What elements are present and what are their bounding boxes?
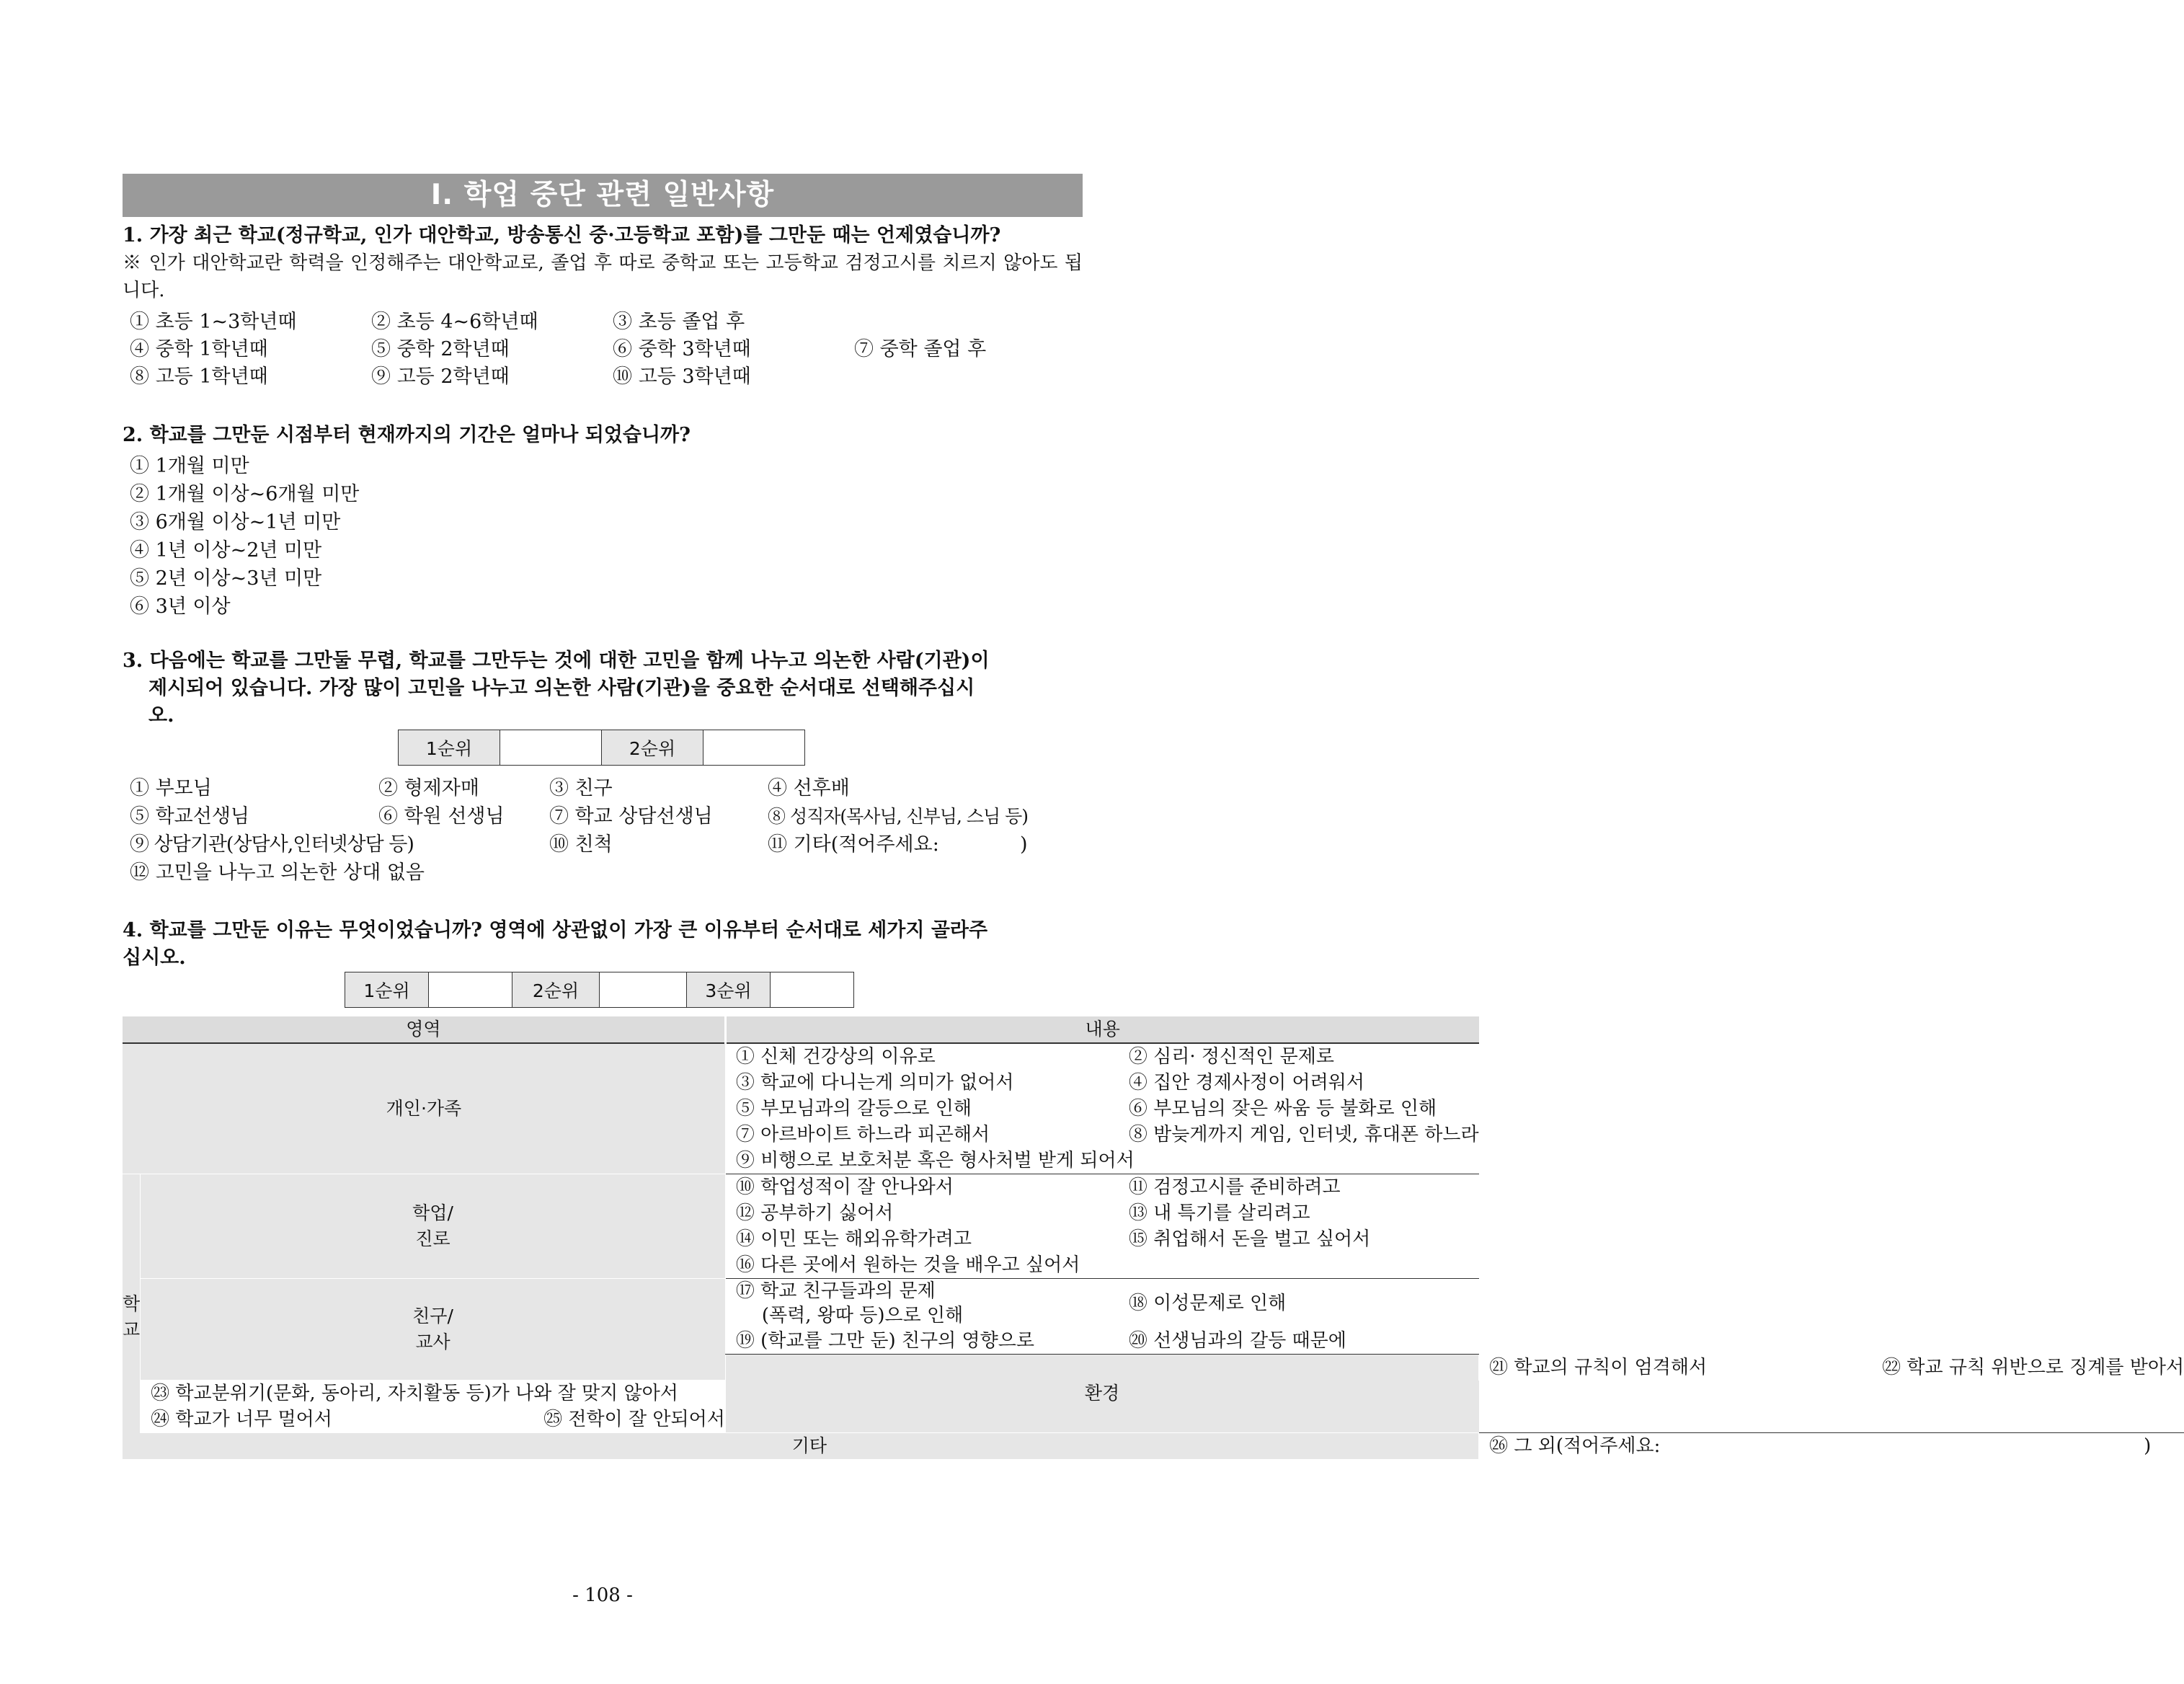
q3-rank-table [398, 730, 805, 766]
q1-option-2[interactable]: ② 초등 4~6학년때 [371, 311, 538, 333]
area-study-line2: 진로 [415, 1228, 450, 1249]
q3-rank2-label: 2순위 [602, 730, 703, 766]
reason-table [123, 1016, 2184, 1459]
q3-option-9[interactable]: ⑨ 상담기관(상담사,인터넷상담 등) [130, 833, 414, 856]
question-1 [123, 222, 1083, 304]
reason-9[interactable]: ⑨ 비행으로 보호처분 혹은 형사처벌 받게 되어서 [735, 1150, 1135, 1171]
question-3-title-line1: 3. 다음에는 학교를 그만둘 무렵, 학교를 그만두는 것에 대한 고민을 함께 나누고 의논한 사람(기관)이 [123, 650, 990, 672]
q3-rank1-label: 1순위 [399, 730, 500, 766]
q1-option-5[interactable]: ⑤ 중학 2학년때 [371, 338, 510, 360]
area-personal: 개인·가족 [123, 1043, 725, 1174]
area-study [141, 1174, 726, 1279]
reason-22[interactable]: ㉒ 학교 규칙 위반으로 징계를 받아서 [1882, 1356, 2184, 1378]
reason-15[interactable]: ⑮ 취업해서 돈을 벌고 싶어서 [1128, 1228, 1371, 1250]
reason-20[interactable]: ⑳ 선생님과의 갈등 때문에 [1128, 1330, 1346, 1352]
q3-option-6[interactable]: ⑥ 학원 선생님 [378, 805, 505, 828]
question-4 [123, 917, 1083, 972]
question-3-title-line3: 오. [148, 704, 174, 727]
reason-26[interactable]: ㉖ 그 외(적어주세요: [1489, 1435, 1661, 1457]
question-3 [123, 647, 1083, 730]
reason-2[interactable]: ② 심리· 정신적인 문제로 [1128, 1046, 1334, 1068]
q4-rank3-label: 3순위 [687, 972, 771, 1008]
area-environment: 환경 [725, 1355, 1478, 1433]
reason-17[interactable]: ⑰ 학교 친구들과의 문제 [735, 1280, 936, 1302]
question-4-title-line2: 십시오. [123, 947, 186, 969]
reason-21[interactable]: ㉑ 학교의 규칙이 엄격해서 [1489, 1356, 1708, 1378]
area-other: 기타 [141, 1433, 1479, 1460]
reason-4[interactable]: ④ 집안 경제사정이 어려워서 [1128, 1072, 1364, 1094]
q2-option-3[interactable]: ③ 6개월 이상~1년 미만 [130, 511, 341, 533]
area-friend-line1: 친구/ [412, 1306, 453, 1326]
q3-rank1-input[interactable] [500, 730, 602, 766]
reason-3[interactable]: ③ 학교에 다니는게 의미가 없어서 [735, 1072, 1014, 1094]
q3-option-4[interactable]: ④ 선후배 [768, 777, 850, 799]
question-1-note: ※ 인가 대안학교란 학력을 인정해주는 대안학교로, 졸업 후 따로 중학교 또는 고등학교 검정고시를 치르지 않아도 됩니다. [123, 252, 1083, 301]
q2-option-4[interactable]: ④ 1년 이상~2년 미만 [130, 539, 322, 562]
reason-5[interactable]: ⑤ 부모님과의 갈등으로 인해 [735, 1098, 972, 1120]
q1-option-3[interactable]: ③ 초등 졸업 후 [613, 311, 745, 333]
area-school: 학교 [123, 1174, 141, 1460]
q4-rank-table [345, 972, 854, 1008]
q3-option-5[interactable]: ⑤ 학교선생님 [130, 805, 249, 828]
q4-rank1-input[interactable] [429, 972, 512, 1008]
q1-option-6[interactable]: ⑥ 중학 3학년때 [613, 338, 751, 360]
reason-10[interactable]: ⑩ 학업성적이 잘 안나와서 [735, 1176, 954, 1198]
question-2-title: 2. 학교를 그만둔 시점부터 현재까지의 기간은 얼마나 되었습니까? [123, 424, 691, 446]
question-3-title-line2: 제시되어 있습니다. 가장 많이 고민을 나누고 의논한 사람(기관)을 중요한 순서대로 선택해주십시 [148, 677, 975, 699]
reason-24[interactable]: ㉔ 학교가 너무 멀어서 [151, 1409, 332, 1430]
reason-17-cont: (폭력, 왕따 등)으로 인해 [761, 1305, 964, 1326]
q3-option-12[interactable]: ⑫ 고민을 나누고 의논한 상대 없음 [130, 861, 425, 884]
q3-option-11[interactable]: ⑪ 기타(적어주세요: [768, 833, 939, 856]
q2-option-1[interactable]: ① 1개월 미만 [130, 455, 249, 477]
reason-col-area: 영역 [123, 1016, 725, 1043]
reason-19[interactable]: ⑲ (학교를 그만 둔) 친구의 영향으로 [735, 1330, 1035, 1352]
reason-1[interactable]: ① 신체 건강상의 이유로 [735, 1046, 936, 1068]
q4-rank2-input[interactable] [600, 972, 687, 1008]
q1-option-9[interactable]: ⑨ 고등 2학년때 [371, 365, 510, 388]
question-2 [123, 422, 1083, 449]
reason-23[interactable]: ㉓ 학교분위기(문화, 동아리, 자치활동 등)가 나와 잘 맞지 않아서 [151, 1383, 678, 1404]
reason-25[interactable]: ㉕ 전학이 잘 안되어서 [543, 1409, 725, 1430]
q3-option-7[interactable]: ⑦ 학교 상담선생님 [549, 805, 713, 828]
reason-6[interactable]: ⑥ 부모님의 잦은 싸움 등 불화로 인해 [1128, 1098, 1437, 1120]
q1-option-10[interactable]: ⑩ 고등 3학년때 [613, 365, 751, 388]
q3-rank2-input[interactable] [703, 730, 805, 766]
page-number: - 108 - [572, 1585, 633, 1606]
q2-option-5[interactable]: ⑤ 2년 이상~3년 미만 [130, 567, 322, 590]
q1-option-1[interactable]: ① 초등 1~3학년때 [130, 311, 297, 333]
reason-26-close: ) [2144, 1435, 2152, 1457]
q2-option-2[interactable]: ② 1개월 이상~6개월 미만 [130, 483, 360, 505]
q3-option-11-close: ) [1020, 833, 1028, 856]
area-friend-line2: 교사 [415, 1331, 450, 1352]
question-4-title-line1: 4. 학교를 그만둔 이유는 무엇이었습니까? 영역에 상관없이 가장 큰 이유부터 순서대로 세가지 골라주 [123, 919, 988, 941]
reason-16[interactable]: ⑯ 다른 곳에서 원하는 것을 배우고 싶어서 [735, 1254, 1080, 1276]
reason-18[interactable]: ⑱ 이성문제로 인해 [1128, 1293, 1287, 1314]
section-title: Ⅰ. 학업 중단 관련 일반사항 [123, 174, 1083, 217]
q4-rank1-label: 1순위 [345, 972, 429, 1008]
area-study-line1: 학업/ [412, 1202, 453, 1223]
q3-option-10[interactable]: ⑩ 친척 [549, 833, 613, 856]
reason-7[interactable]: ⑦ 아르바이트 하느라 피곤해서 [735, 1124, 990, 1145]
q3-option-3[interactable]: ③ 친구 [549, 777, 613, 799]
reason-8[interactable]: ⑧ 밤늦게까지 게임, 인터넷, 휴대폰 하느라 [1128, 1124, 1479, 1145]
q1-option-7[interactable]: ⑦ 중학 졸업 후 [854, 338, 987, 360]
q3-option-2[interactable]: ② 형제자매 [378, 777, 479, 799]
reason-12[interactable]: ⑫ 공부하기 싫어서 [735, 1202, 894, 1224]
q3-option-8[interactable]: ⑧ 성직자(목사님, 신부님, 스님 등) [768, 806, 1028, 827]
reason-col-content: 내용 [725, 1016, 1478, 1043]
question-1-title: 1. 가장 최근 학교(정규학교, 인가 대안학교, 방송통신 중·고등학교 포함)를 그만둔 때는 언제였습니까? [123, 224, 1001, 247]
reason-13[interactable]: ⑬ 내 특기를 살리려고 [1128, 1202, 1310, 1224]
reason-14[interactable]: ⑭ 이민 또는 해외유학가려고 [735, 1228, 972, 1250]
q1-option-4[interactable]: ④ 중학 1학년때 [130, 338, 268, 360]
q4-rank2-label: 2순위 [512, 972, 600, 1008]
q2-option-6[interactable]: ⑥ 3년 이상 [130, 595, 231, 618]
q1-option-8[interactable]: ⑧ 고등 1학년때 [130, 365, 268, 388]
q3-option-1[interactable]: ① 부모님 [130, 777, 212, 799]
area-friend [141, 1279, 726, 1381]
q4-rank3-input[interactable] [771, 972, 854, 1008]
reason-11[interactable]: ⑪ 검정고시를 준비하려고 [1128, 1176, 1341, 1198]
